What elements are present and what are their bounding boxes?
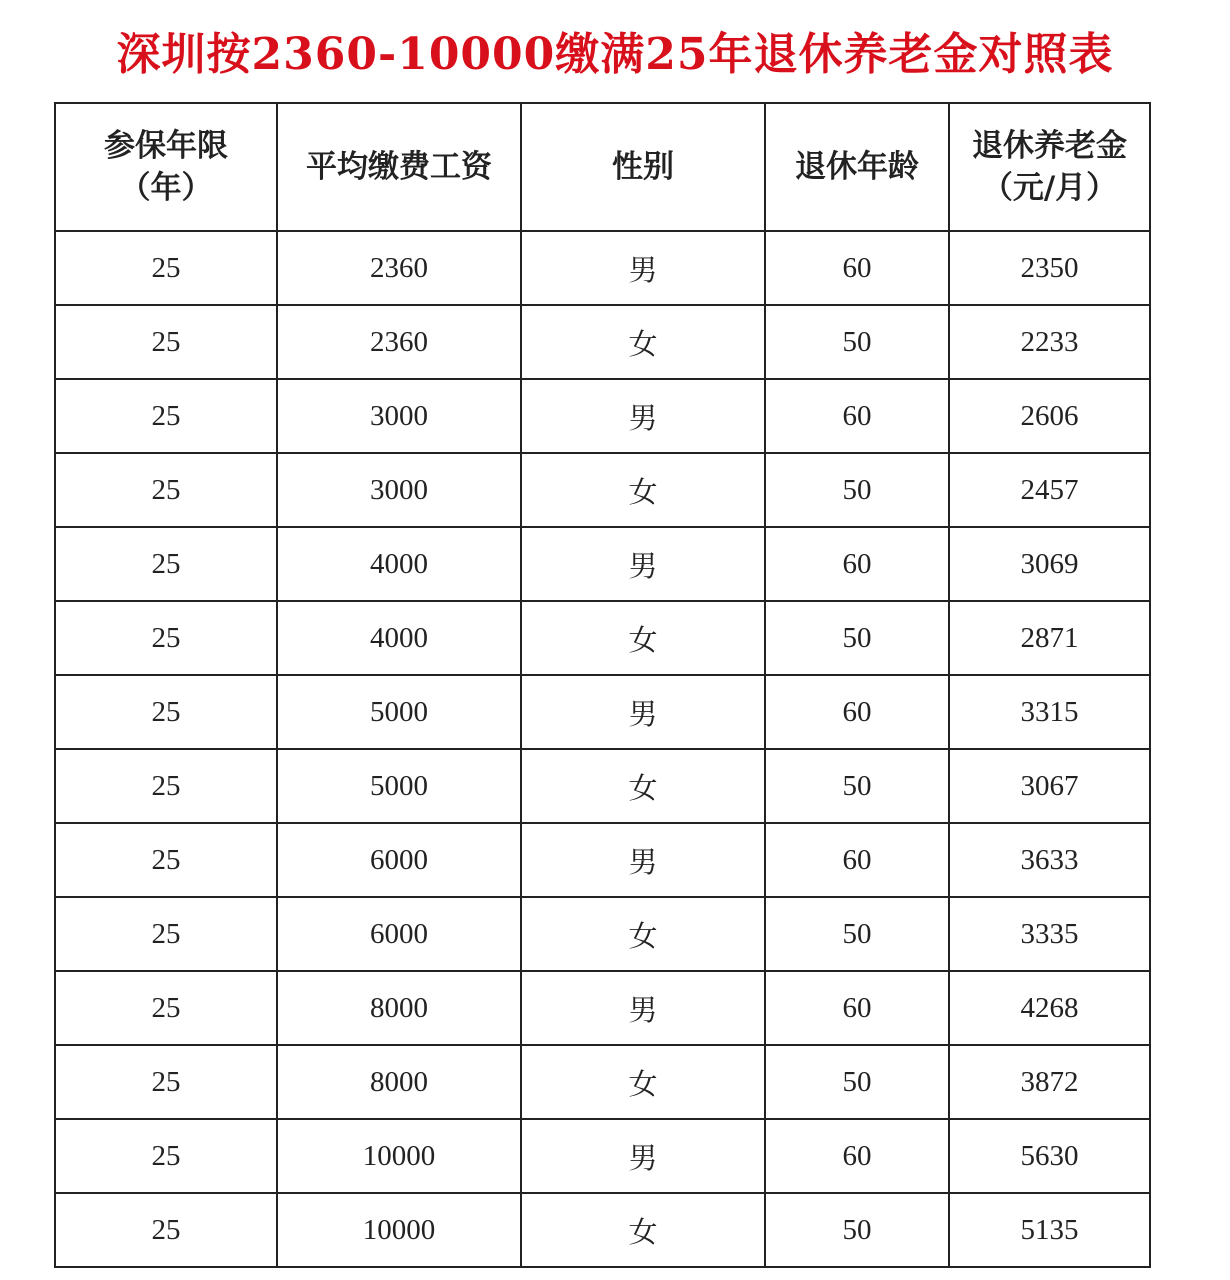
header-years: [55, 103, 277, 231]
table-row: [55, 453, 1150, 527]
cell-retire-age: 60: [765, 231, 949, 305]
cell-gender: 男: [521, 675, 765, 749]
cell-years: 25: [55, 601, 277, 675]
table-row: [55, 601, 1150, 675]
table-row: [55, 971, 1150, 1045]
cell-avg-wage: 6000: [277, 897, 521, 971]
cell-years: 25: [55, 675, 277, 749]
table-row: [55, 897, 1150, 971]
table-row: [55, 527, 1150, 601]
cell-retire-age: 60: [765, 379, 949, 453]
cell-pension: 3335: [949, 897, 1150, 971]
cell-years: 25: [55, 527, 277, 601]
cell-avg-wage: 10000: [277, 1119, 521, 1193]
cell-years: 25: [55, 379, 277, 453]
cell-retire-age: 50: [765, 749, 949, 823]
cell-gender: 男: [521, 231, 765, 305]
cell-years: 25: [55, 1193, 277, 1267]
cell-avg-wage: 3000: [277, 379, 521, 453]
table-row: [55, 305, 1150, 379]
cell-retire-age: 50: [765, 305, 949, 379]
cell-gender: 女: [521, 897, 765, 971]
cell-pension: 5135: [949, 1193, 1150, 1267]
table-row: [55, 379, 1150, 453]
cell-years: 25: [55, 823, 277, 897]
cell-pension: 2606: [949, 379, 1150, 453]
cell-pension: 3067: [949, 749, 1150, 823]
cell-retire-age: 60: [765, 527, 949, 601]
cell-retire-age: 60: [765, 823, 949, 897]
cell-pension: 5630: [949, 1119, 1150, 1193]
cell-pension: 4268: [949, 971, 1150, 1045]
cell-gender: 男: [521, 1119, 765, 1193]
cell-years: 25: [55, 1045, 277, 1119]
cell-years: 25: [55, 971, 277, 1045]
cell-pension: 3872: [949, 1045, 1150, 1119]
cell-gender: 女: [521, 1045, 765, 1119]
cell-gender: 男: [521, 823, 765, 897]
cell-avg-wage: 10000: [277, 1193, 521, 1267]
table-row: [55, 749, 1150, 823]
cell-avg-wage: 6000: [277, 823, 521, 897]
cell-pension: 3069: [949, 527, 1150, 601]
cell-gender: 女: [521, 305, 765, 379]
header-text: 退休养老金（元/月）: [972, 128, 1127, 206]
header-gender: [521, 103, 765, 231]
cell-years: 25: [55, 231, 277, 305]
header-pension: [949, 103, 1150, 231]
cell-retire-age: 60: [765, 675, 949, 749]
cell-pension: 2350: [949, 231, 1150, 305]
cell-pension: 3315: [949, 675, 1150, 749]
cell-pension: 2233: [949, 305, 1150, 379]
cell-gender: 女: [521, 453, 765, 527]
cell-gender: 男: [521, 971, 765, 1045]
cell-gender: 女: [521, 749, 765, 823]
header-retire-age: [765, 103, 949, 231]
cell-avg-wage: 4000: [277, 527, 521, 601]
header-text: 退休年龄: [795, 149, 919, 185]
cell-retire-age: 50: [765, 1193, 949, 1267]
cell-gender: 男: [521, 527, 765, 601]
cell-pension: 2871: [949, 601, 1150, 675]
header-avg-wage: [277, 103, 521, 231]
header-text: 参保年限（年）: [104, 128, 228, 206]
cell-pension: 2457: [949, 453, 1150, 527]
cell-years: 25: [55, 1119, 277, 1193]
table-row: [55, 823, 1150, 897]
cell-retire-age: 50: [765, 453, 949, 527]
cell-years: 25: [55, 897, 277, 971]
cell-retire-age: 60: [765, 1119, 949, 1193]
header-text: 平均缴费工资: [306, 149, 492, 185]
header-row: [55, 103, 1150, 231]
cell-avg-wage: 2360: [277, 231, 521, 305]
cell-retire-age: 60: [765, 971, 949, 1045]
pension-table: [54, 102, 1151, 1268]
cell-avg-wage: 8000: [277, 1045, 521, 1119]
cell-years: 25: [55, 749, 277, 823]
cell-avg-wage: 5000: [277, 749, 521, 823]
cell-pension: 3633: [949, 823, 1150, 897]
table-row: [55, 231, 1150, 305]
cell-gender: 女: [521, 601, 765, 675]
header-text: 性别: [612, 149, 674, 185]
table-row: [55, 675, 1150, 749]
cell-retire-age: 50: [765, 897, 949, 971]
cell-retire-age: 50: [765, 1045, 949, 1119]
table-row: [55, 1045, 1150, 1119]
cell-avg-wage: 5000: [277, 675, 521, 749]
cell-gender: 男: [521, 379, 765, 453]
cell-avg-wage: 3000: [277, 453, 521, 527]
cell-gender: 女: [521, 1193, 765, 1267]
cell-avg-wage: 8000: [277, 971, 521, 1045]
cell-avg-wage: 2360: [277, 305, 521, 379]
cell-avg-wage: 4000: [277, 601, 521, 675]
cell-years: 25: [55, 305, 277, 379]
cell-years: 25: [55, 453, 277, 527]
table-row: [55, 1119, 1150, 1193]
cell-retire-age: 50: [765, 601, 949, 675]
table-row: [55, 1193, 1150, 1267]
page-title: 深圳按2360-10000缴满25年退休养老金对照表: [116, 29, 1114, 80]
